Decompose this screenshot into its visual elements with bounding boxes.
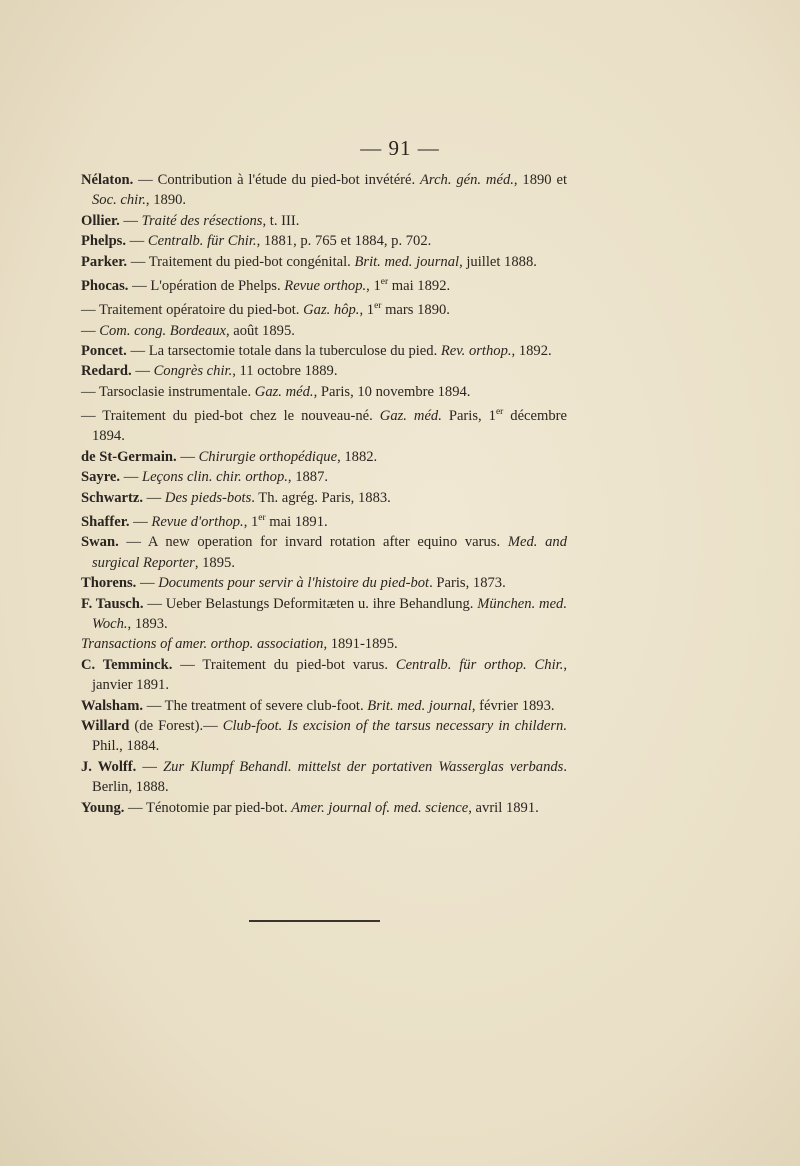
bibliography-entry: Phocas. — L'opération de Phelps. Revue orthop., 1er mai 1892. <box>81 277 451 294</box>
closing-rule <box>249 920 380 922</box>
bibliography-entry: Thorens. — Documents pour servir à l'histoire du pied-bot. Paris, 1873. <box>81 575 506 592</box>
bibliography-entry: Walsham. — The treatment of severe club-foot. Brit. med. journal, février 1893. <box>81 697 555 714</box>
author-name: Thorens. <box>81 575 137 592</box>
bibliography-entry: — Tarsoclasie instrumentale. Gaz. méd., Paris, 10 novembre 1894. <box>81 383 471 400</box>
author-name: J. Wolff. <box>81 758 137 775</box>
bibliography-entry: Transactions of amer. orthop. association, 1891-1895. <box>81 636 398 653</box>
bibliography-entry: J. Wolff. — Zur Klumpf Behandl. mittelst der portativen Wasserglas verbands. Berlin, 1888. <box>81 758 568 796</box>
author-name: Young. <box>81 799 125 816</box>
author-name: Parker. <box>81 253 128 270</box>
author-name: Ollier. <box>81 212 120 229</box>
bibliography-entry: C. Temminck. — Traitement du pied-bot varus. Centralb. für orthop. Chir., janvier 1891. <box>81 656 567 694</box>
author-name: Redard. <box>81 363 132 380</box>
author-name: Walsham. <box>81 697 144 714</box>
author-name: Poncet. <box>81 342 127 359</box>
bibliography-entry: F. Tausch. — Ueber Belastungs Deformitæten u. ihre Behandlung. München. med. Woch., 1893. <box>81 595 567 632</box>
bibliography-entry: Nélaton. — Contribution à l'étude du pied-bot invétéré. Arch. gén. méd., 1890 et Soc. chir., 1890. <box>81 172 567 209</box>
author-name: Nélaton. <box>81 172 134 188</box>
bibliography-entry: Schwartz. — Des pieds-bots. Th. agrég. Paris, 1883. <box>81 489 391 506</box>
author-name: Schwartz. <box>81 489 144 506</box>
page-number: — 91 — <box>360 136 440 160</box>
bibliography-entry: Phelps. — Centralb. für Chir., 1881, p. 765 et 1884, p. 702. <box>81 233 432 250</box>
author-name: C. Temminck. <box>81 656 173 673</box>
bibliography-entry: Young. — Ténotomie par pied-bot. Amer. journal of. med. science, avril 1891. <box>81 799 539 816</box>
author-name: Sayre. <box>81 469 121 486</box>
bibliography-entry: Sayre. — Leçons clin. chir. orthop., 1887. <box>81 469 329 486</box>
bibliography-entry: Poncet. — La tarsectomie totale dans la tuberculose du pied. Rev. orthop., 1892. <box>81 342 552 359</box>
author-name: de St-Germain. <box>81 448 177 465</box>
bibliography-entry: Willard (de Forest).— Club-foot. Is excision of the tarsus necessary in childern. Phil., 1884. <box>81 718 567 755</box>
bibliography-entry: Ollier. — Traité des résections, t. III. <box>81 212 300 229</box>
author-name: Swan. <box>81 534 119 551</box>
bibliography-entry: de St-Germain. — Chirurgie orthopédique, 1882. <box>81 448 378 465</box>
bibliography-entry: — Traitement opératoire du pied-bot. Gaz. hôp., 1er mars 1890. <box>81 301 450 319</box>
bibliography-list <box>81 170 567 818</box>
bibliography-entry: Swan. — A new operation for invard rotation after equino varus. Med. and surgical Reporter, 1895. <box>81 534 567 571</box>
author-name: F. Tausch. <box>81 595 144 612</box>
author-name: Willard <box>81 718 130 734</box>
author-name: Shaffer. <box>81 513 130 530</box>
bibliography-entry: — Com. cong. Bordeaux, août 1895. <box>81 322 295 339</box>
bibliography-entry: Parker. — Traitement du pied-bot congénital. Brit. med. journal, juillet 1888. <box>81 253 537 270</box>
bibliography-entry: Shaffer. — Revue d'orthop., 1er mai 1891. <box>81 513 328 530</box>
author-name: Phocas. <box>81 277 129 294</box>
author-name: Phelps. <box>81 233 127 250</box>
bibliography-entry: Redard. — Congrès chir., 11 octobre 1889. <box>81 363 338 380</box>
bibliography-entry: — Traitement du pied-bot chez le nouveau-né. Gaz. méd. Paris, 1er décembre 1894. <box>81 407 567 445</box>
